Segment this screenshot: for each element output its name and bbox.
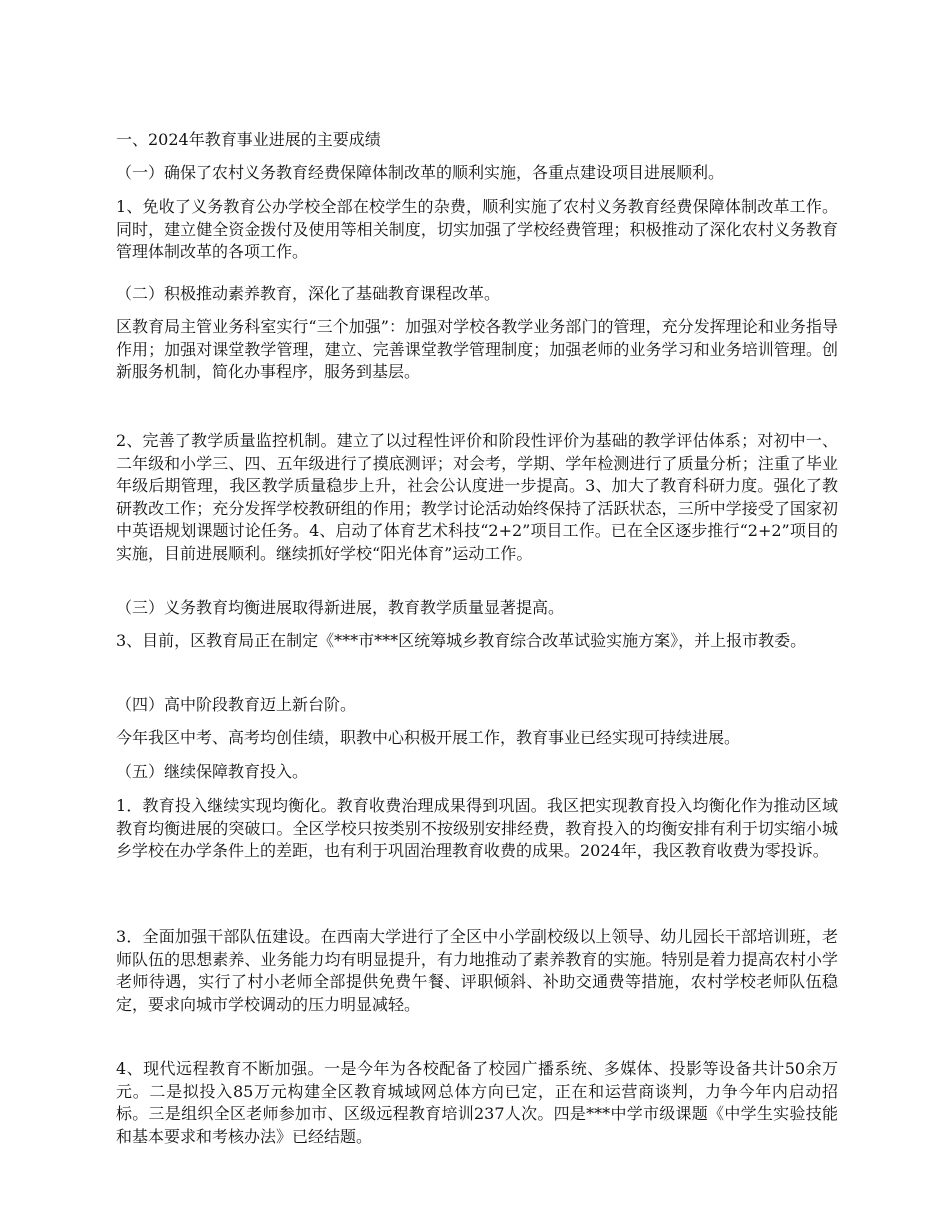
body-paragraph: 3、目前，区教育局正在制定《***市***区统筹城乡教育综合改革试验实施方案》，并上报市教委。 (116, 631, 807, 650)
body-paragraph: 4、现代远程教育不断加强。一是今年为各校配备了校园广播系统、多媒体、投影等设备共计50余万元。二是拟投入85万元构建全区教育城域网总体方向已定，正在和运营商谈判，力争今年内启动招标。三是组织全区老师参加市、区级远程教育培训237人次。四是***中学市级课题《中学生实验技能和基本要求和考核办法》已经结题。 (116, 1059, 838, 1146)
subsection-heading: （五）继续保障教育投入。 (116, 762, 309, 781)
body-paragraph: 1．教育投入继续实现均衡化。教育收费治理成果得到巩固。我区把实现教育投入均衡化作为推动区域教育均衡进展的突破口。全区学校只按类别不按级别安排经费，教育投入的均衡安排有利于切实缩小城乡学校在办学条件上的差距，也有利于巩固治理教育收费的成果。2024年，我区教育收费为零投诉。 (116, 796, 838, 860)
body-paragraph: 1、免收了义务教育公办学校全部在校学生的杂费，顺利实施了农村义务教育经费保障体制改革工作。同时，建立健全资金拨付及使用等相关制度，切实加强了学校经费管理；积极推动了深化农村义务教育管理体制改革的各项工作。 (116, 197, 838, 261)
body-paragraph: 3．全面加强干部队伍建设。在西南大学进行了全区中小学副校级以上领导、幼儿园长干部培训班，老师队伍的思想素养、业务能力均有明显提升，有力地推动了素养教育的实施。特别是着力提高农村小学老师待遇，实行了村小老师全部提供免费午餐、评职倾斜、补助交通费等措施，农村学校老师队伍稳定，要求向城市学校调动的压力明显减轻。 (116, 927, 838, 1014)
subsection-heading: （一）确保了农村义务教育经费保障体制改革的顺利实施，各重点建设项目进展顺利。 (116, 163, 725, 182)
body-paragraph: 区教育局主管业务科室实行“三个加强”：加强对学校各教学业务部门的管理，充分发挥理论和业务指导作用；加强对课堂教学管理，建立、完善课堂教学管理制度；加强老师的业务学习和业务培训管理。创新服务机制，简化办事程序，服务到基层。 (116, 317, 838, 381)
subsection-heading: （四）高中阶段教育迈上新台阶。 (116, 695, 357, 714)
body-paragraph: 2、完善了教学质量监控机制。建立了以过程性评价和阶段性评价为基础的教学评估体系；对初中一、二年级和小学三、四、五年级进行了摸底测评；对会考，学期、学年检测进行了质量分析；注重了毕业年级后期管理，我区教学质量稳步上升，社会公认度进一步提高。3、加大了教育科研力度。强化了教研教改工作；充分发挥学校教研组的作用；教学讨论活动始终保持了活跃状态，三所中学接受了国家初中英语规划课题讨论任务。4、启动了体育艺术科技“2+2”项目工作。已在全区逐步推行“2+2”项目的实施，目前进展顺利。继续抓好学校“阳光体育”运动工作。 (116, 431, 838, 563)
body-paragraph: 今年我区中考、高考均创佳绩，职教中心积极开展工作，教育事业已经实现可持续进展。 (116, 728, 741, 747)
subsection-heading: （二）积极推动素养教育，深化了基础教育课程改革。 (116, 284, 501, 303)
subsection-heading: （三）义务教育均衡进展取得新进展，教育教学质量显著提高。 (116, 598, 565, 617)
section-heading: 一、2024年教育事业进展的主要成绩 (116, 130, 381, 149)
